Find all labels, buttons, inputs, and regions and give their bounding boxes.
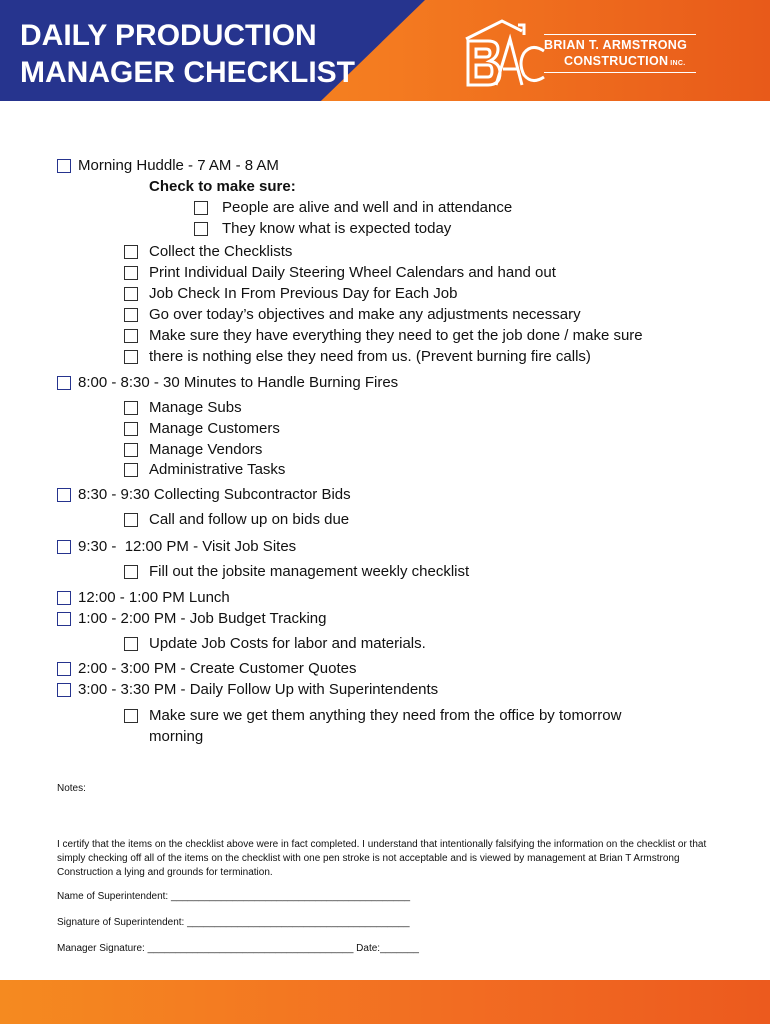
checklist-item-label: Manage Vendors bbox=[149, 441, 263, 458]
checklist-item-lunch[interactable] bbox=[57, 589, 230, 606]
logo-rule-bottom bbox=[544, 72, 696, 73]
checkbox[interactable] bbox=[124, 443, 138, 457]
checkbox[interactable] bbox=[124, 350, 138, 364]
checklist-item-morning-huddle[interactable] bbox=[57, 157, 279, 174]
checkbox[interactable] bbox=[57, 591, 71, 605]
checklist-item-update-job-costs[interactable] bbox=[124, 635, 426, 652]
checklist-item-collect-checklists[interactable] bbox=[124, 243, 292, 260]
header-banner bbox=[0, 0, 770, 101]
checklist-item-follow-up-bids[interactable] bbox=[124, 511, 349, 528]
checklist-item-label: Call and follow up on bids due bbox=[149, 511, 350, 528]
checklist-item-manage-customers[interactable] bbox=[124, 420, 280, 437]
checklist-item-label: Administrative Tasks bbox=[149, 461, 286, 478]
page-title bbox=[20, 17, 355, 91]
notes-label: Notes: bbox=[57, 783, 86, 794]
checkbox[interactable] bbox=[57, 662, 71, 676]
checkbox[interactable] bbox=[124, 637, 138, 651]
checklist-item-manage-vendors[interactable] bbox=[124, 441, 262, 458]
checklist-item-job-budget-tracking[interactable] bbox=[57, 610, 326, 627]
checklist-item-continuation: morning bbox=[149, 728, 204, 745]
checkbox[interactable] bbox=[57, 612, 71, 626]
checklist-item-label: 8:30 - 9:30 Collecting Subcontractor Bids bbox=[78, 486, 351, 503]
checkbox[interactable] bbox=[124, 463, 138, 477]
checklist-item-label: People are alive and well and in attendance bbox=[222, 199, 513, 216]
checkbox[interactable] bbox=[57, 488, 71, 502]
checklist-item-administrative-tasks[interactable] bbox=[124, 461, 285, 478]
checklist-item-manage-subs[interactable] bbox=[124, 399, 242, 416]
checklist-item-label: 12:00 - 1:00 PM Lunch bbox=[78, 589, 230, 606]
company-logo bbox=[462, 17, 702, 92]
checklist-item-label: Go over today’s objectives and make any adjustments necessary bbox=[149, 306, 581, 323]
checklist-item-label: Manage Customers bbox=[149, 420, 280, 437]
logo-wordmark bbox=[544, 38, 696, 68]
checklist-item-label: Fill out the jobsite management weekly checklist bbox=[149, 563, 470, 580]
checklist-item-subcontractor-bids[interactable] bbox=[57, 486, 351, 503]
checklist-item-label: 2:00 - 3:00 PM - Create Customer Quotes bbox=[78, 660, 357, 677]
checklist-item-know-expected[interactable] bbox=[194, 220, 451, 237]
superintendent-name-field[interactable]: Name of Superintendent: ___________________________________________ bbox=[57, 891, 411, 902]
checklist-item-customer-quotes[interactable] bbox=[57, 660, 356, 677]
checklist-item-print-calendars[interactable] bbox=[124, 264, 556, 281]
logo-inc: INC. bbox=[670, 60, 686, 67]
checklist-item-make-sure-everything[interactable] bbox=[124, 327, 643, 344]
title-line-1: DAILY PRODUCTION bbox=[20, 19, 317, 52]
checklist-item-label: Make sure they have everything they need to get the job done / make sure bbox=[149, 327, 643, 344]
footer-band bbox=[0, 980, 770, 1024]
title-line-2: MANAGER CHECKLIST bbox=[20, 56, 355, 89]
checklist-item-label: 1:00 - 2:00 PM - Job Budget Tracking bbox=[78, 610, 327, 627]
bac-monogram-icon bbox=[462, 17, 546, 89]
checkbox[interactable] bbox=[124, 422, 138, 436]
checkbox[interactable] bbox=[194, 222, 208, 236]
checklist-item-follow-up-superintendents[interactable] bbox=[57, 681, 438, 698]
checkbox[interactable] bbox=[124, 565, 138, 579]
checkbox[interactable] bbox=[124, 709, 138, 723]
checkbox[interactable] bbox=[124, 245, 138, 259]
checkbox[interactable] bbox=[124, 513, 138, 527]
checklist-item-jobsite-checklist[interactable] bbox=[124, 563, 469, 580]
logo-company-line-2 bbox=[544, 54, 696, 68]
checklist-item-go-over-objectives[interactable] bbox=[124, 306, 581, 323]
checkbox[interactable] bbox=[57, 376, 71, 390]
checklist-item-people-alive[interactable] bbox=[194, 199, 512, 216]
superintendent-signature-field[interactable]: Signature of Superintendent: ________________________________________ bbox=[57, 917, 410, 928]
checkbox[interactable] bbox=[57, 540, 71, 554]
checkbox[interactable] bbox=[124, 266, 138, 280]
checklist-item-label: 3:00 - 3:30 PM - Daily Follow Up with Superintendents bbox=[78, 681, 439, 698]
checklist-item-label: Job Check In From Previous Day for Each Job bbox=[149, 285, 458, 302]
checkbox[interactable] bbox=[124, 308, 138, 322]
checklist-item-label: Morning Huddle - 7 AM - 8 AM bbox=[78, 157, 279, 174]
checkbox[interactable] bbox=[124, 401, 138, 415]
logo-company-line-1: BRIAN T. ARMSTRONG bbox=[544, 38, 688, 52]
checklist-item-label: Update Job Costs for labor and materials. bbox=[149, 635, 426, 652]
logo-construction: CONSTRUCTION bbox=[564, 54, 669, 68]
checkbox[interactable] bbox=[124, 329, 138, 343]
checklist-item-burning-fires[interactable] bbox=[57, 374, 398, 391]
checklist-item-label: Manage Subs bbox=[149, 399, 242, 416]
checklist-item-nothing-else[interactable] bbox=[124, 348, 591, 365]
checklist-item-visit-job-sites[interactable] bbox=[57, 538, 296, 555]
checklist-item-label: 8:00 - 8:30 - 30 Minutes to Handle Burning Fires bbox=[78, 374, 399, 391]
checklist-item-job-check-in[interactable] bbox=[124, 285, 457, 302]
checklist-item-label: Print Individual Daily Steering Wheel Calendars and hand out bbox=[149, 264, 556, 281]
checkbox[interactable] bbox=[57, 683, 71, 697]
checklist-item-label: 9:30 - 12:00 PM - Visit Job Sites bbox=[78, 538, 297, 555]
manager-signature-field[interactable]: Manager Signature: _____________________________________ Date:_______ bbox=[57, 943, 419, 954]
checklist-item-label: Collect the Checklists bbox=[149, 243, 293, 260]
checkbox[interactable] bbox=[194, 201, 208, 215]
logo-rule-top bbox=[544, 34, 696, 35]
checkbox[interactable] bbox=[124, 287, 138, 301]
check-to-make-sure-heading: Check to make sure: bbox=[149, 178, 296, 195]
checklist-item-label: They know what is expected today bbox=[222, 220, 452, 237]
checkbox[interactable] bbox=[57, 159, 71, 173]
checklist-item-office-support[interactable] bbox=[124, 707, 621, 724]
checklist-item-label: Make sure we get them anything they need from the office by tomorrow bbox=[149, 707, 622, 724]
certification-statement: I certify that the items on the checklist above were in fact completed. I understand that intentionally falsifying the information on the checklist or that simply checking off all of the items on the checklist with one pen stroke is not acceptable and is viewed by management at Brian T Armstrong Construction a lying and grounds for termination. bbox=[57, 839, 707, 878]
checklist-item-label: there is nothing else they need from us. (Prevent burning fire calls) bbox=[149, 348, 591, 365]
